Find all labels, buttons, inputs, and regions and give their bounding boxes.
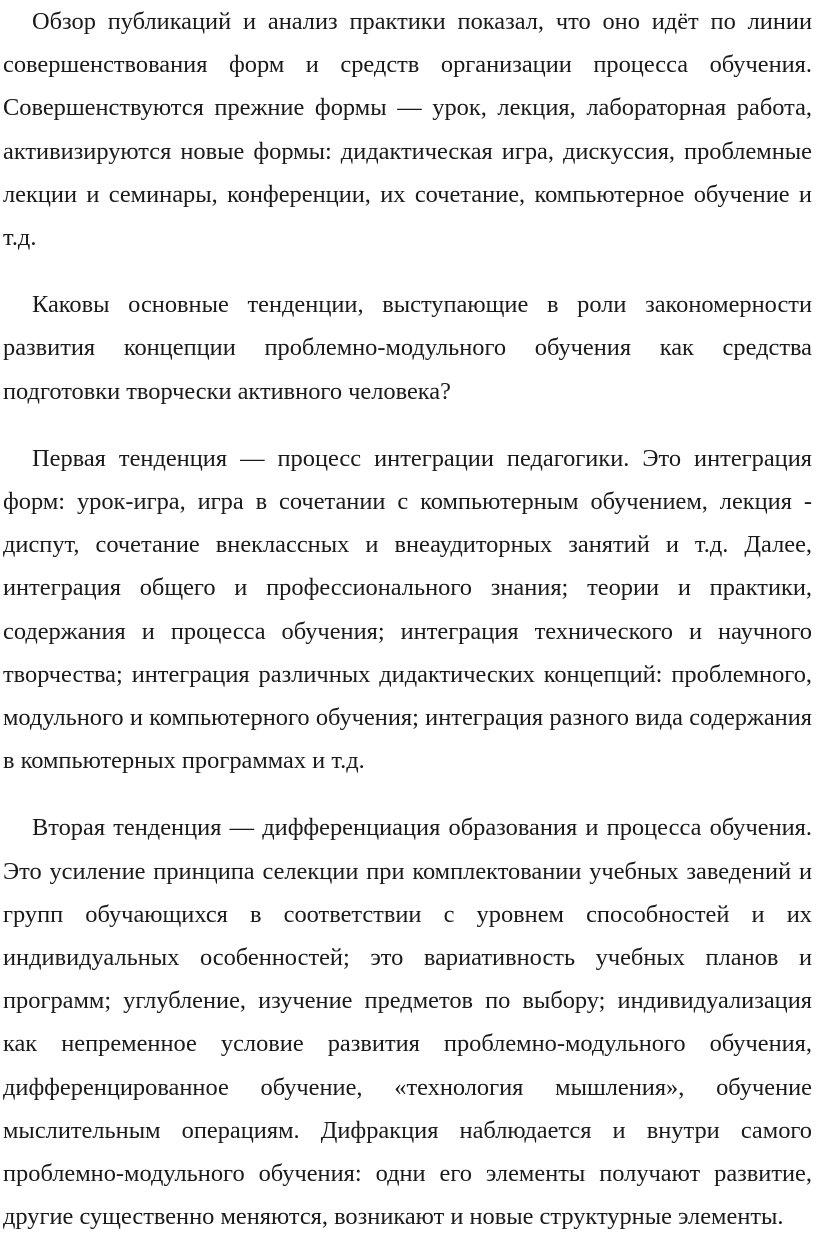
document-page (3, 0, 812, 1238)
paragraph-overview: Обзор публикаций и анализ практики показал, что оно идёт по линии совершенствования форм и средств организации процесса обучения. Совершенствуются прежние формы — урок, лекция, лабораторная работа, активизируются новые формы: дидактическая игра, дискуссия, проблемные лекции и семинары, конференции, их сочетание, компьютерное обучение и т.д. (3, 8, 812, 252)
paragraph-question: Каковы основные тенденции, выступающие в роли закономерности развития концепции проблемно-модульного обучения как средства подготовки творчески активного человека? (3, 291, 812, 405)
paragraph-first-tendency: Первая тенденция — процесс интеграции педагогики. Это интеграция форм: урок-игра, игра в сочетании с компьютерным обучением, лекция - диспут, сочетание внеклассных и внеаудиторных занятий и т.д. Далее, интеграция общего и профессионального знания; теории и практики, содержания и процесса обучения; интеграция технического и научного творчества; интеграция различных дидактических концепций: проблемного, модульного и компьютерного обучения; интеграция разного вида содержания в компьютерных программах и т.д. (3, 444, 812, 775)
paragraph-second-tendency: Вторая тенденция — дифференциация образования и процесса обучения. Это усиление принципа селекции при комплектовании учебных заведений и групп обучающихся в соответствии с уровнем способностей и их индивидуальных особенностей; это вариативность учебных планов и программ; углубление, изучение предметов по выбору; индивидуализация как непременное условие развития проблемно-модульного обучения, дифференцированное обучение, «технология мышления», обучение мыслительным операциям. Дифракция наблюдается и внутри самого проблемно-модульного обучения: одни его элементы получают развитие, другие существенно меняются, возникают и новые структурные элементы. (3, 814, 812, 1231)
